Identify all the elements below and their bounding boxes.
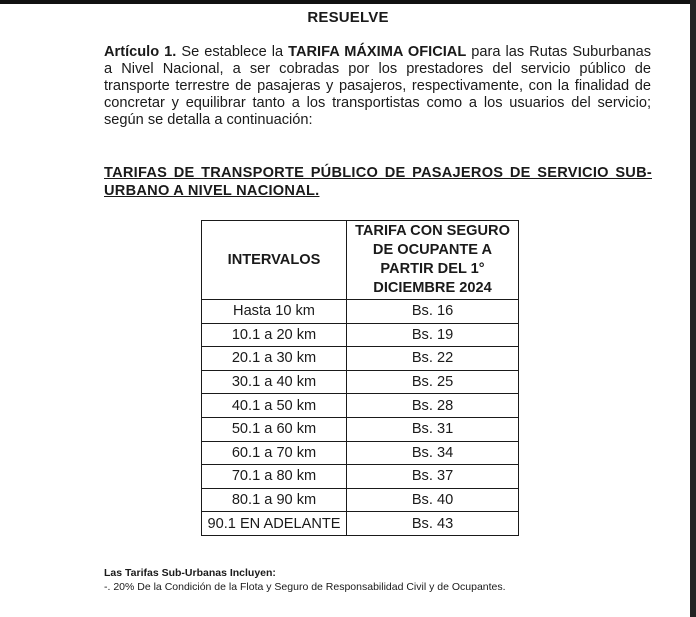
interval-cell: 80.1 a 90 km xyxy=(202,488,347,512)
right-border xyxy=(690,0,696,617)
fare-table xyxy=(201,220,519,536)
interval-cell: 90.1 EN ADELANTE xyxy=(202,512,347,536)
fare-cell: Bs. 16 xyxy=(347,300,519,324)
notes xyxy=(104,566,506,594)
header-fare-line: PARTIR DEL 1° xyxy=(380,261,485,277)
fare-table-header-row xyxy=(202,221,519,300)
notes-item: -. 20% De la Condición de la Flota y Seguro de Responsabilidad Civil y de Ocupantes. xyxy=(104,581,506,593)
interval-cell: 50.1 a 60 km xyxy=(202,417,347,441)
header-fare xyxy=(347,221,519,300)
header-intervals: INTERVALOS xyxy=(202,221,347,300)
interval-cell: 40.1 a 50 km xyxy=(202,394,347,418)
header-fare-line: DE OCUPANTE A xyxy=(372,242,493,258)
fare-cell: Bs. 31 xyxy=(347,417,519,441)
table-row xyxy=(202,394,519,418)
table-row xyxy=(202,488,519,512)
fare-cell: Bs. 22 xyxy=(347,347,519,371)
interval-cell: 20.1 a 30 km xyxy=(202,347,347,371)
fare-cell: Bs. 43 xyxy=(347,512,519,536)
header-fare-line: TARIFA CON SEGURO xyxy=(355,223,510,239)
table-row xyxy=(202,347,519,371)
interval-cell: 10.1 a 20 km xyxy=(202,323,347,347)
section-title: TARIFAS DE TRANSPORTE PÚBLICO DE PASAJEROS DE SERVICIO SUB-URBANO A NIVEL NACIONAL. xyxy=(104,165,652,199)
table-row xyxy=(202,465,519,489)
article-paragraph xyxy=(104,44,651,129)
table-row xyxy=(202,417,519,441)
interval-cell: 60.1 a 70 km xyxy=(202,441,347,465)
notes-title: Las Tarifas Sub-Urbanas Incluyen: xyxy=(104,567,276,579)
fare-cell: Bs. 28 xyxy=(347,394,519,418)
header-fare-line: DICIEMBRE 2024 xyxy=(373,280,492,296)
page-heading: RESUELVE xyxy=(307,9,389,26)
fare-cell: Bs. 34 xyxy=(347,441,519,465)
article-label: Artículo 1. xyxy=(104,44,177,60)
table-row xyxy=(202,300,519,324)
table-row xyxy=(202,512,519,536)
fare-cell: Bs. 37 xyxy=(347,465,519,489)
interval-cell: Hasta 10 km xyxy=(202,300,347,324)
fare-cell: Bs. 40 xyxy=(347,488,519,512)
interval-cell: 30.1 a 40 km xyxy=(202,370,347,394)
fare-cell: Bs. 25 xyxy=(347,370,519,394)
table-row xyxy=(202,441,519,465)
fare-cell: Bs. 19 xyxy=(347,323,519,347)
top-border xyxy=(0,0,696,4)
table-row xyxy=(202,323,519,347)
table-row xyxy=(202,370,519,394)
article-intro: Se establece la xyxy=(181,44,284,60)
article-body: para las Rutas Suburbanas a Nivel Nacional, a ser cobradas por los prestadores del servicio público de transporte terrestre de pasajeras y pasajeros, respectivamente, con la finalidad de concretar y equilibrar tanto a los transportistas como a los usuarios del servicio; según se detalla a continuación: xyxy=(104,44,652,128)
interval-cell: 70.1 a 80 km xyxy=(202,465,347,489)
article-emphasis: TARIFA MÁXIMA OFICIAL xyxy=(288,44,467,60)
